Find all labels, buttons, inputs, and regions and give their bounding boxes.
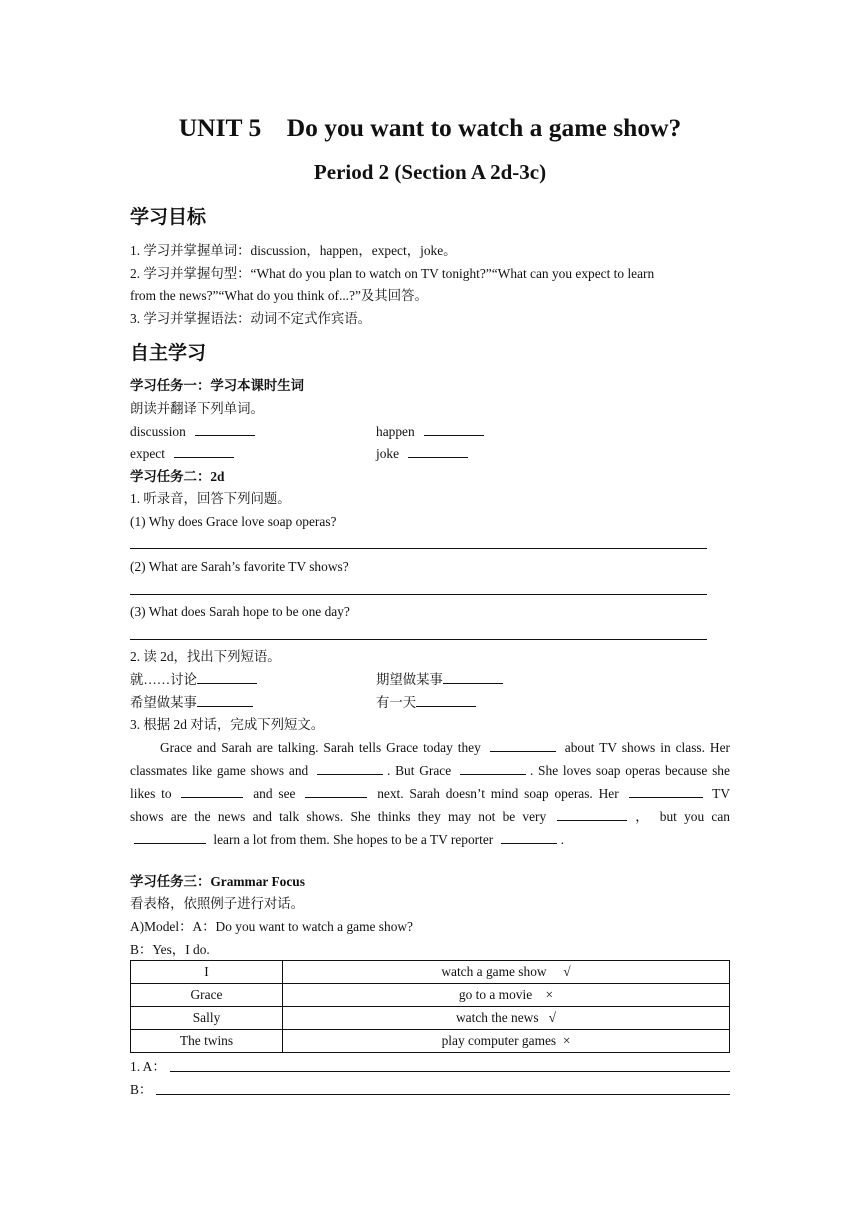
objective-item: 1. 学习并掌握单词：discussion，happen，expect，joke。 xyxy=(130,243,457,258)
phrase-blank[interactable] xyxy=(416,692,476,707)
cloze-blank[interactable] xyxy=(181,784,243,798)
cloze-blank[interactable] xyxy=(490,738,556,752)
cloze-passage: Grace and Sarah are talking. Sarah tells Grace today they about TV shows in class. Her classmates like game shows and . But Grace . She loves soap operas because she likes to and see next. Sarah doesn’t mind soap operas. Her TV shows are the news and talk shows. She thinks they may not be very ， but you can learn a lot from them. She hopes to be a TV reporter . xyxy=(130,740,731,847)
answer-line[interactable] xyxy=(156,1094,730,1095)
task1-title: 学习任务一：学习本课时生词 xyxy=(130,378,305,393)
table-row xyxy=(131,984,730,1007)
phrase-label: 希望做某事 xyxy=(130,695,197,710)
answer-row-a xyxy=(130,1056,730,1078)
task2-instruction-3: 3. 根据 2d 对话，完成下列短文。 xyxy=(130,717,325,732)
task1-instruction: 朗读并翻译下列单词。 xyxy=(130,401,264,416)
phrase-blank[interactable] xyxy=(443,669,503,684)
answer-label: B： xyxy=(130,1082,153,1097)
vocab-blank[interactable] xyxy=(424,421,484,436)
vocab-blank[interactable] xyxy=(195,421,255,436)
table-cell-activity: play computer games × xyxy=(283,1030,730,1053)
answer-line[interactable] xyxy=(130,548,707,549)
task3-instruction: 看表格，依照例子进行对话。 xyxy=(130,896,305,911)
vocab-row xyxy=(130,421,730,443)
objective-item: 2. 学习并掌握句型：“What do you plan to watch on TV tonight?”“What can you expect to learn xyxy=(130,266,655,281)
table-cell-activity: watch a game show √ xyxy=(283,961,730,984)
objective-item: 3. 学习并掌握语法：动词不定式作宾语。 xyxy=(130,311,372,326)
cloze-blank[interactable] xyxy=(305,784,367,798)
model-line-b: B：Yes，I do. xyxy=(130,942,210,957)
task2-title: 学习任务二：2d xyxy=(130,469,225,484)
task3-title: 学习任务三：Grammar Focus xyxy=(130,874,305,889)
table-row xyxy=(131,1030,730,1053)
vocab-blank[interactable] xyxy=(408,443,468,458)
objective-item: from the news?”“What do you think of...?”及其回答。 xyxy=(130,288,428,303)
unit-title: UNIT 5 Do you want to watch a game show? xyxy=(178,113,682,142)
task2-instruction-2: 2. 读 2d，找出下列短语。 xyxy=(130,649,281,664)
cloze-blank[interactable] xyxy=(501,830,557,844)
phrase-blank[interactable] xyxy=(197,669,257,684)
vocab-word: joke xyxy=(376,446,400,461)
question: (3) What does Sarah hope to be one day? xyxy=(130,604,350,619)
question: (1) Why does Grace love soap operas? xyxy=(130,514,337,529)
answer-row-b xyxy=(130,1079,730,1101)
vocab-word: discussion xyxy=(130,424,186,439)
table-cell-person: I xyxy=(131,961,283,984)
vocab-row xyxy=(130,443,730,465)
self-study-heading: 自主学习 xyxy=(130,342,207,364)
answer-label: 1. A： xyxy=(130,1059,166,1074)
task2-instruction-1: 1. 听录音，回答下列问题。 xyxy=(130,491,291,506)
cloze-blank[interactable] xyxy=(557,807,627,821)
table-cell-person: Sally xyxy=(131,1007,283,1030)
table-cell-person: The twins xyxy=(131,1030,283,1053)
vocab-word: happen xyxy=(376,424,415,439)
grammar-table xyxy=(130,960,730,1053)
table-cell-activity: watch the news √ xyxy=(283,1007,730,1030)
cloze-blank[interactable] xyxy=(134,830,206,844)
phrase-label: 有一天 xyxy=(376,695,417,710)
answer-line[interactable] xyxy=(130,639,707,640)
answer-line[interactable] xyxy=(130,594,707,595)
model-line-a: A)Model：A：Do you want to watch a game show? xyxy=(130,919,414,934)
table-row xyxy=(131,1007,730,1030)
phrase-label: 期望做某事 xyxy=(376,672,443,687)
cloze-blank[interactable] xyxy=(460,761,526,775)
answer-line[interactable] xyxy=(170,1071,730,1072)
phrase-label: 就……讨论 xyxy=(130,672,197,687)
table-row xyxy=(131,961,730,984)
cloze-blank[interactable] xyxy=(317,761,383,775)
phrase-row xyxy=(130,692,730,714)
question: (2) What are Sarah’s favorite TV shows? xyxy=(130,559,349,574)
table-cell-activity: go to a movie × xyxy=(283,984,730,1007)
phrase-blank[interactable] xyxy=(197,692,253,707)
period-subtitle: Period 2 (Section A 2d-3c) xyxy=(313,160,547,184)
objectives-heading: 学习目标 xyxy=(130,206,207,228)
cloze-blank[interactable] xyxy=(629,784,703,798)
vocab-blank[interactable] xyxy=(174,443,234,458)
table-cell-person: Grace xyxy=(131,984,283,1007)
vocab-word: expect xyxy=(130,446,165,461)
phrase-row xyxy=(130,669,730,691)
